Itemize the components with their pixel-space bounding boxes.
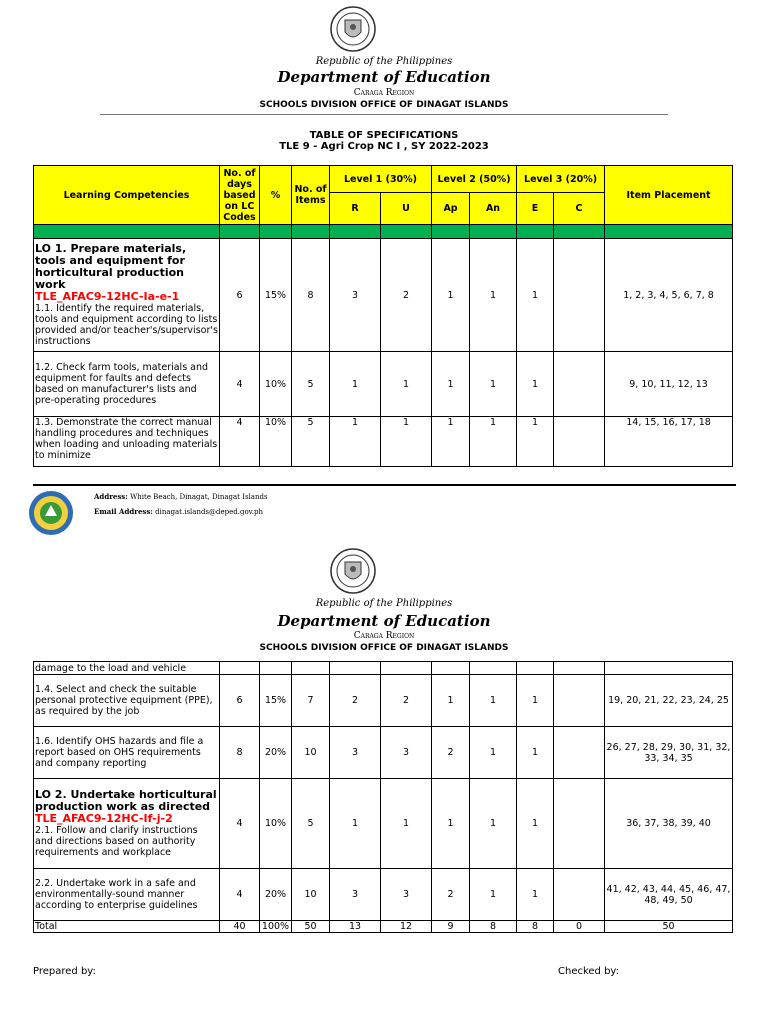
c-cell <box>554 869 605 921</box>
days-cell: 4 <box>220 352 260 417</box>
tos-title: TABLE OF SPECIFICATIONS <box>309 130 459 141</box>
e-cell: 1 <box>517 675 554 727</box>
days-cell: 6 <box>220 239 260 352</box>
percent-cell: 10% <box>260 417 292 467</box>
tos-subtitle: TLE 9 - Agri Crop NC I , SY 2022-2023 <box>279 141 489 152</box>
placement-cell <box>605 662 733 675</box>
u-cell <box>381 662 432 675</box>
header-e: E <box>517 193 554 225</box>
ap-cell: 1 <box>432 239 470 352</box>
competency-text: 2.2. Undertake work in a safe and environmentally-sound manner according to enterprise guidelines <box>34 869 220 921</box>
an-cell: 1 <box>470 352 517 417</box>
u-cell: 1 <box>381 352 432 417</box>
total-label: Total <box>34 921 220 933</box>
items-cell: 8 <box>292 239 330 352</box>
u-cell: 1 <box>381 779 432 869</box>
c-cell <box>554 352 605 417</box>
r-cell: 3 <box>330 727 381 779</box>
days-cell: 6 <box>220 675 260 727</box>
region-line: Caraga Region <box>353 88 415 98</box>
header-percent: % <box>260 166 292 225</box>
percent-cell <box>260 662 292 675</box>
email-value: dinagat.islands@deped.gov.ph <box>155 508 264 516</box>
r-cell: 2 <box>330 675 381 727</box>
header-days: No. of days based on LC Codes <box>220 166 260 225</box>
percent-cell: 15% <box>260 675 292 727</box>
c-cell: 0 <box>554 921 605 933</box>
e-cell: 1 <box>517 727 554 779</box>
placement-cell: 36, 37, 38, 39, 40 <box>605 779 733 869</box>
table-row <box>34 779 733 869</box>
percent-cell: 20% <box>260 869 292 921</box>
days-cell: 4 <box>220 869 260 921</box>
placement-cell: 1, 2, 3, 4, 5, 6, 7, 8 <box>605 239 733 352</box>
an-cell <box>470 662 517 675</box>
an-cell: 1 <box>470 727 517 779</box>
green-separator-row <box>34 225 733 239</box>
placement-cell: 9, 10, 11, 12, 13 <box>605 352 733 417</box>
deped-seal-icon <box>330 548 376 594</box>
table-row <box>34 352 733 417</box>
percent-cell: 100% <box>260 921 292 933</box>
c-cell <box>554 727 605 779</box>
r-cell: 13 <box>330 921 381 933</box>
tos-table-page1 <box>33 165 733 467</box>
an-cell: 1 <box>470 675 517 727</box>
percent-cell: 10% <box>260 779 292 869</box>
ap-cell <box>432 662 470 675</box>
an-cell: 1 <box>470 417 517 467</box>
e-cell: 1 <box>517 352 554 417</box>
table-row <box>34 417 733 467</box>
u-cell: 2 <box>381 239 432 352</box>
ap-cell: 2 <box>432 869 470 921</box>
division-seal-icon <box>28 490 74 536</box>
c-cell <box>554 662 605 675</box>
an-cell: 1 <box>470 779 517 869</box>
footer-divider <box>33 484 736 486</box>
days-cell: 8 <box>220 727 260 779</box>
ap-cell: 1 <box>432 779 470 869</box>
address-label: Address: <box>94 492 128 501</box>
republic-line: Republic of the Philippines <box>315 56 453 67</box>
tos-table-page2 <box>33 661 733 933</box>
header-level2: Level 2 (50%) <box>432 166 517 193</box>
days-cell: 4 <box>220 417 260 467</box>
region-line: Caraga Region <box>353 631 415 641</box>
header-competencies: Learning Competencies <box>34 166 220 225</box>
u-cell: 3 <box>381 869 432 921</box>
items-cell: 5 <box>292 352 330 417</box>
items-cell <box>292 662 330 675</box>
deped-seal-icon <box>330 6 376 52</box>
header-r: R <box>330 193 381 225</box>
c-cell <box>554 417 605 467</box>
competency-text: 1.6. Identify OHS hazards and file a report based on OHS requirements and company reporting <box>34 727 220 779</box>
department-title: Department of Education <box>277 612 491 630</box>
items-cell: 5 <box>292 779 330 869</box>
email-label: Email Address: <box>94 507 153 516</box>
address-value: White Beach, Dinagat, Dinagat Islands <box>130 493 268 501</box>
competency-text: 1.3. Demonstrate the correct manual handling procedures and techniques when loading and unloading materials to minimize <box>34 417 220 467</box>
competency-text: 2.1. Follow and clarify instructions and directions based on authority requirements and workplace <box>35 825 198 858</box>
header-ap: Ap <box>432 193 470 225</box>
header-level1: Level 1 (30%) <box>330 166 432 193</box>
placement-cell: 26, 27, 28, 29, 30, 31, 32, 33, 34, 35 <box>605 727 733 779</box>
items-cell: 10 <box>292 727 330 779</box>
lo2-code: TLE_AFAC9-12HC-If-j-2 <box>35 812 173 825</box>
r-cell: 1 <box>330 417 381 467</box>
c-cell <box>554 779 605 869</box>
c-cell <box>554 239 605 352</box>
header-divider <box>100 114 668 115</box>
u-cell: 2 <box>381 675 432 727</box>
r-cell: 1 <box>330 779 381 869</box>
table-row <box>34 727 733 779</box>
ap-cell: 1 <box>432 417 470 467</box>
e-cell <box>517 662 554 675</box>
ap-cell: 2 <box>432 727 470 779</box>
competency-text: 1.1. Identify the required materials, tools and equipment according to lists provided and/or teacher's/supervisor's instructions <box>35 303 218 347</box>
table-row <box>34 239 733 352</box>
days-cell: 40 <box>220 921 260 933</box>
an-cell: 1 <box>470 239 517 352</box>
prepared-by-label: Prepared by: <box>33 966 96 977</box>
header-an: An <box>470 193 517 225</box>
table-row <box>34 675 733 727</box>
u-cell: 12 <box>381 921 432 933</box>
r-cell <box>330 662 381 675</box>
e-cell: 1 <box>517 869 554 921</box>
an-cell: 1 <box>470 869 517 921</box>
header-u: U <box>381 193 432 225</box>
percent-cell: 20% <box>260 727 292 779</box>
header-items: No. of Items <box>292 166 330 225</box>
ap-cell: 9 <box>432 921 470 933</box>
lo1-code: TLE_AFAC9-12HC-Ia-e-1 <box>35 290 180 303</box>
total-row <box>34 921 733 933</box>
r-cell: 3 <box>330 239 381 352</box>
placement-cell: 14, 15, 16, 17, 18 <box>605 417 733 467</box>
items-cell: 50 <box>292 921 330 933</box>
days-cell: 4 <box>220 779 260 869</box>
items-cell: 7 <box>292 675 330 727</box>
header-c: C <box>554 193 605 225</box>
percent-cell: 10% <box>260 352 292 417</box>
days-cell <box>220 662 260 675</box>
items-cell: 5 <box>292 417 330 467</box>
items-cell: 10 <box>292 869 330 921</box>
competency-text: 1.4. Select and check the suitable personal protective equipment (PPE), as required by the job <box>34 675 220 727</box>
c-cell <box>554 675 605 727</box>
header-placement: Item Placement <box>605 166 733 225</box>
placement-cell: 19, 20, 21, 22, 23, 24, 25 <box>605 675 733 727</box>
lo2-heading: LO 2. Undertake horticultural production work as directed <box>35 788 217 813</box>
e-cell: 8 <box>517 921 554 933</box>
r-cell: 3 <box>330 869 381 921</box>
e-cell: 1 <box>517 239 554 352</box>
republic-line: Republic of the Philippines <box>315 598 453 609</box>
placement-cell: 50 <box>605 921 733 933</box>
placement-cell: 41, 42, 43, 44, 45, 46, 47, 48, 49, 50 <box>605 869 733 921</box>
table-row <box>34 662 733 675</box>
header-level3: Level 3 (20%) <box>517 166 605 193</box>
u-cell: 1 <box>381 417 432 467</box>
department-title: Department of Education <box>277 68 491 86</box>
r-cell: 1 <box>330 352 381 417</box>
competency-text: 1.2. Check farm tools, materials and equipment for faults and defects based on manufacturer's lists and pre-operating procedures <box>34 352 220 417</box>
division-line: SCHOOLS DIVISION OFFICE OF DINAGAT ISLANDS <box>259 100 509 110</box>
ap-cell: 1 <box>432 352 470 417</box>
e-cell: 1 <box>517 417 554 467</box>
competency-text: damage to the load and vehicle <box>34 662 220 675</box>
table-row <box>34 869 733 921</box>
u-cell: 3 <box>381 727 432 779</box>
an-cell: 8 <box>470 921 517 933</box>
percent-cell: 15% <box>260 239 292 352</box>
e-cell: 1 <box>517 779 554 869</box>
ap-cell: 1 <box>432 675 470 727</box>
checked-by-label: Checked by: <box>558 966 619 977</box>
lo1-heading: LO 1. Prepare materials, tools and equipment for horticultural production work <box>35 242 187 291</box>
division-line: SCHOOLS DIVISION OFFICE OF DINAGAT ISLANDS <box>259 643 509 653</box>
